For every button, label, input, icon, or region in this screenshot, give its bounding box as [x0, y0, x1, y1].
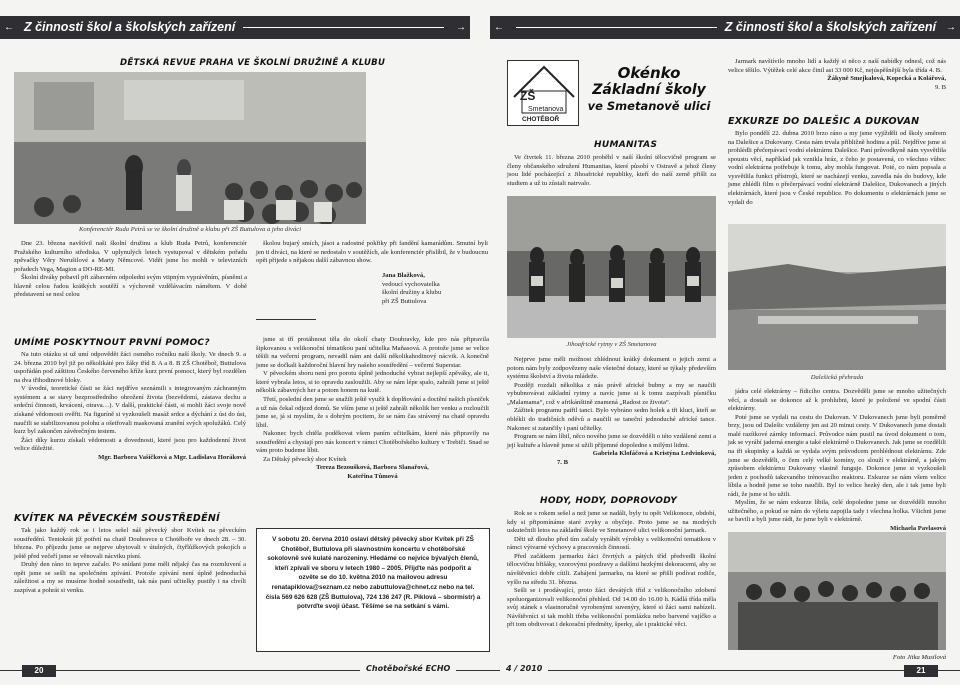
- page-number-left: 20: [22, 665, 56, 677]
- arrow-right-icon: →: [456, 22, 466, 33]
- students-photo-image: [728, 532, 946, 650]
- choir-anniversary-box: [256, 528, 490, 652]
- hody-column: [507, 510, 716, 630]
- revue-paragraph: školou bujarý smích, jásot a radostné pokřiky při fandění kamarádům. Smutní byli jen ti diváci, na které se nedostalo v soutěžích, ale konferenciér přislíbil, že v budoucnu opět přijede s nějakou další zábavnou show.: [256, 240, 488, 265]
- signature-line: vedoucí vychovatelka: [382, 280, 440, 288]
- dukovany-paragraph: Bylo pondělí 22. dubna 2010 brzo ráno a my jsme vyjížděli od školy směrem na Dalešice a Dukovany. Cesta nám trvala přibližně hodinu a půl. Nejdříve jsme si prohlédli přečerpávací vodní elektrárnu Dalešice. Paní průvodkyně nám vysvětlila spoustu věcí, například jak vznikla hráz, z čeho je postavená, co všechno vůbec vodní elektrárna potřebuje k tomu, aby mohla fungovat. Poté, co nám popsala a vysvětlila funkci přístrojů, které se nacházejí venku, zavedla nás do budovy, kde jsme zhlédli film o přečerpávací vodní elektrárně Dalešice, Dukovanech a jiných elektrárnách, které jsou v České republice. Po dokumentu o elektrárnách jsme se vydali do: [728, 130, 946, 206]
- humanitas-signature: [507, 450, 716, 467]
- section-divider: [256, 319, 316, 320]
- arrow-left-icon: ←: [4, 22, 14, 33]
- humanitas-intro: [507, 154, 716, 188]
- hody-paragraph: Před začátkem jarmarku žáci čtvrtých a pátých tříd předvedli školní tělocvičnu břišáky, vzorovými pozdravy a dalšími hezkými dekoracemi, aby se návštěvníci dobře cítili. Zahájení jarmarku, na které se přišli podívat rodiče, vyšlo na středu 31. března.: [507, 552, 716, 586]
- choir-paragraph: jsme si tří protáhnout těla do okolí chaty Doubravky, kde pro nás připravila šipkovanou s velikonoční tématikou paní učitelka Maňasová. A protože jsme se velice těšili na večerní program, nevadil nám ani další několikahodinový nácvik. A konečně jsme se dočkali každoroční hlavní hry našeho soustředění – večerní Superstar.: [256, 336, 489, 369]
- header-divider: [243, 27, 444, 28]
- humanitas-paragraph: Program se nám líbil, něco nového jsme se dozvěděli o této vzdálené zemi a její kultuře a hlavně jsme si užili příjemné dopoledne s milými lidmi.: [507, 433, 716, 449]
- dam-photo-image: [728, 224, 946, 370]
- choir-paragraph: V pěveckém sboru není pro porotu úplně jednoduché vybrat nejlepší zpěváky, ale ti, které vybrala letos, si to opravdu zasloužili. Aby se nám lépe spalo, zahráli jsme si ještě několik zábavných her a potom honem na kutě.: [256, 370, 489, 395]
- header-bar-right: [490, 16, 960, 39]
- choir-title: KVÍTEK NA PĚVECKÉM SOUSTŘEDĚNÍ: [14, 513, 220, 524]
- first-aid-paragraph: Žáci díky kurzu získali vědomosti a dovednosti, které jsou pro každodenní život velice důležité.: [14, 436, 246, 453]
- footer-rule: [0, 670, 960, 671]
- revue-title: DĚTSKÁ REVUE PRAHA VE ŠKOLNÍ DRUŽINĚ A KLUBU: [120, 58, 386, 68]
- dukovany-column-2: [728, 388, 946, 534]
- page-number-right: 21: [904, 665, 938, 677]
- hody-paragraph: Sešli se i prodávající, proto žáci devátých tříd z velikonočního zdobení spoluorganizovali velikonoční přehled. Od 14.00 do 16.00 h. Kádlá třída měla svůj stánek s vlastnoručně vyrobenými suvenýry, které si žáci sami nabízeli. Návštěvníci si tak mohli třeba velikonoční pomlázku nebo barvené vajíčko a při tom obdivovat i dekorační předměty, šperky, ale i praktické věci.: [507, 587, 716, 629]
- signature-line: Kateřina Tůmová: [347, 473, 398, 480]
- revue-photo-caption: Konferenciér Ruda Petrů se ve školní družině a klubu při ZŠ Buttulova a jeho diváci: [78, 226, 302, 233]
- choir-paragraph: Třetí, poslední den jsme se snažili ještě využít k doplňování a doctění našich písniček a už nás čekal odjezd domů. Se vším jsme si ještě zahráli několik her venku a rozloučili jsme se, já si myslím, že s dobrým pocitem, že se nám čas strávený na chatě opravdu líbil.: [256, 395, 489, 429]
- dukovany-paragraph: Poté jsme se vydali na cestu do Dukovan. V Dukovanech jsme byli poměrně brzy, jsou od Dalešic vzdáleny jen asi 20 minut cesty. V Dukovanech jsme dostali malé razítkové zárnky informací. Průvodce nám pustil na úvod dokument o tom, jak se vyrábí jaderná energie a také elektrárně o Dukovanech. Jak jsme se rozdělili na tři skupinky a každá se vydala svým průvodcem prohlédnout elektrárnu. Zde jsme se dozvěděli, o čem celý velké komíny, co slouží v elektrárně, a jakým způsobem elektrárnu Dukovany vlastně funguje. Dokonce jsme si vyzkoušeli jeden z pochodů takzvaného trénovacího reaktoru. Exkurze se nám všem velice líbila a hodně jsme se toho naučili. Byl to velice hezký den, ale i tak jsme byli rádi, že jsme si ho užili.: [728, 413, 946, 498]
- school-heading: [582, 64, 716, 114]
- header-bar-left: [0, 16, 470, 39]
- revue-paragraph: Školní diváky pobavil při zábavném odpoledni svým vtipným vyprávěním, písněmi a hlavně celou řadou krátkých soutěží s výchovně vzdělávacím námětem. V době představení se nesl celou: [14, 274, 247, 299]
- arrow-right-icon: →: [946, 22, 956, 33]
- signature-line: Tereza Bezoušková, Barbora Slanařová,: [316, 464, 429, 472]
- dukovany-signature: Michaela Pavlasová: [890, 525, 946, 532]
- revue-photo: [14, 72, 366, 224]
- jarmark-signature: Žákyně Smejkalová, Kopecká a Kolářová,: [827, 75, 946, 83]
- revue-signature: [382, 272, 490, 306]
- issue-number: 4 / 2010: [500, 664, 548, 674]
- humanitas-column: [507, 356, 716, 467]
- jarmark-paragraph: Jarmark navštívilo mnoho lidí a každý si něco z naší nabídky odnesl, což nás velice těšilo. Výtěžek celé akce činil asi 33 000 Kč, nejúspěšnější byla třída 4. B.: [728, 58, 946, 74]
- dukovany-paragraph: Myslím, že se nám exkurze líbila, celé dopoledne jsme se dozvěděli mnoho užitečného, a pokud se nám do výletu zapojila tady i všechna holka. Všichni jsme se bavili a byli jsme rádi, že jsme byli v elektrárně.: [728, 499, 946, 524]
- arrow-left-icon: ←: [494, 22, 504, 33]
- choir-column-1: [14, 527, 246, 596]
- first-aid-paragraph: Na tuto otázku si už umí odpovědět žáci osmého ročníku naší školy. Ve dnech 9. a 24. března 2010 byl již po několikáté pro žáky tříd 8. A a 8. B ZŠ Chotěboř, Buttulova uspořádán pod záštitou Českého červeného kříže kurz první pomoci, který byl rozdělen na dva třihodinové bloky.: [14, 351, 246, 384]
- humanitas-paragraph: Ve čtvrtek 11. března 2010 proběhl v naší školní tělocvičně program se členy občanského sdružení Humanitas, které působí v Ostravě a jehož členy jsou lidé pocházející z Jihoafrické republiky, kteří do naší země přišli za studiem a už tu zůstali natrvalo.: [507, 154, 716, 187]
- choir-paragraph: Druhý den ráno to teprve začalo. Po snídani jsme měli nějaký čas na rozmluvení a opět jsme se sešli na společném zpívání. Protože zpívání není úplně jednoduchá záležitost a my se musíme hodně soustředit, tak nás paní učitelky pustily i na chvíli zazpívat a pohrát si venku.: [14, 561, 246, 594]
- first-aid-signature: Mgr. Barbora Vašíčková a Mgr. Ladislava Horáková: [98, 453, 246, 461]
- choir-column-2: [256, 336, 489, 482]
- school-line-2: Základní školy: [592, 82, 706, 98]
- first-aid-title: UMÍME POSKYTNOUT PRVNÍ POMOC?: [14, 338, 210, 348]
- header-left-title: Z činnosti škol a školských zařízení: [24, 20, 236, 35]
- signature-line: Gabriela Klofáčová a Kristýna Ledvinková,: [592, 450, 716, 458]
- choir-paragraph: Nakonec bych chtěla poděkovat všem paním učitelkám, které nás připravily na soustředění a chystají pro nás koncert v rámci Chotěbořského kultury v Trebiči. Snad se vám proto budeme líbit.: [256, 430, 489, 455]
- humanitas-title: HUMANITAS: [594, 140, 658, 150]
- humanitas-paragraph: Nejprve jsme měli možnost zhlédnout krátký dokument o jejich zemi a potom nám byly zodpovězeny naše všetečné dotazy, které se týkaly především systému školství a života mládeže.: [507, 356, 716, 381]
- dalesice-photo: [728, 224, 946, 370]
- logo-street: Smetanova: [528, 106, 564, 113]
- revue-column-2: [256, 240, 488, 266]
- signature-line: školní družiny a klubu: [382, 289, 442, 297]
- humanitas-photo-caption: Jihoafrické rytmy v ZŠ Smetanova: [566, 341, 657, 348]
- school-line-3: ve Smetanově ulici: [587, 98, 711, 113]
- dukovany-photo: [728, 532, 946, 650]
- dalesice-photo-caption: Dalešická přehrada: [810, 374, 864, 381]
- dukovany-paragraph: jádra celé elektrárny – řídicího centra. Dozvěděli jsme se mnoho užitečných věcí, a dostali se dokonce až k prohlubni, které je položené ve spodní části elektrárny.: [728, 388, 946, 413]
- dukovany-column: [728, 130, 946, 207]
- first-aid-column: [14, 351, 246, 462]
- hody-paragraph: Děti už dlouho před tím začaly vyrábět výrobky s velikonoční tematikou v rámci výtvarné výchovy a pracovních činností.: [507, 535, 716, 552]
- school-line-1: Okénko: [617, 64, 681, 82]
- box-text: V sobotu 20. června 2010 oslaví dětský pěvecký sbor Kvítek při ZŠ Chotěboř, Buttulova při slavnostním koncertu v chotěbořské sokolovně své kulaté narozeniny. Hledáme co nejvíce bývalých členů, kteří zpívali ve sboru v letech 1980 – 2005. Přijďte nás podpořit a ozvěte se do 10. května 2010 na mailovou adresu renatapiklova@seznam.cz nebo zabuttulova@chnet.cz nebo na tel. čísla 569 626 628 (ZŠ Buttulova), 724 136 247 (R. Piklová – sbormistr) a potvrďte svoji účast. Těšíme se na setkání s vámi.: [265, 536, 481, 611]
- humanitas-photo: [507, 196, 716, 338]
- humanitas-paragraph: Později rozdali několika z nás právě africké bubny a my se naučili vybubnovávat základní rytmy a navíc jsme si k tomu zazpívali písničku „Malamama“, což v afrikánštině znamená „Radost ze života“.: [507, 381, 716, 406]
- signature-line: 7. B: [557, 458, 568, 466]
- signature-line: při ZŠ Buttulova: [382, 297, 427, 305]
- header-right-title: Z činnosti škol a školských zařízení: [724, 20, 936, 35]
- choir-signature: [256, 464, 489, 481]
- humanitas-paragraph: Zážitek programu patřil tanci. Bylo vybráno sedm holek a tři kluci, kteří se oblékli do tradičních oděvů a naučili se taneční jednoduché africké tance. Nakonec si zatančily i paní učitelky.: [507, 407, 716, 432]
- magazine-name: Chotěbořské ECHO: [360, 664, 456, 674]
- header-divider: [516, 27, 717, 28]
- school-logo: [507, 60, 579, 126]
- revue-column-1: [14, 240, 247, 300]
- jarmark-class: 9. B: [935, 83, 946, 91]
- choir-signature-intro: Za Dětský pěvecký sbor Kvítek: [263, 455, 347, 463]
- first-aid-paragraph: V úvodní, teoretické části se žáci nejdříve seznámili s integrovaným záchranným systémem a se stavy bezprostředního ohrožení života (bezvědomí, zástava dechu a srdeční činnosti, krvácení, otrava…). V další, praktické části, si mohli žáci svoje nově získané vědomosti ověřit. Na figuríně si vyzkoušeli masáž srdce a dýchání z úst do úst, naučili se stabilizovanou polohu a ošetřovali maskovaná zranění svých spolužáků. Celý kurz byl zakončen závěrečným testem.: [14, 385, 246, 436]
- signature-name: Jana Blažková,: [382, 272, 425, 279]
- photo-credit: Foto Jitka Musilová: [892, 654, 946, 661]
- classroom-photo-image: [14, 72, 366, 224]
- hody-paragraph: Rok se s rokem sešel a než jsme se nadáli, byly tu opět Velikonoce, období, kdy si připomínáme staré zvyky a obyčeje. Proto jsme se na modrých uskutečnili letos na základní škole ve Smetanově ulici velikonoční jarmark.: [507, 510, 716, 535]
- logo-town: CHOTĚBOŘ: [522, 116, 560, 123]
- revue-paragraph: Dne 23. března navštívil naši školní družinu a klub Ruda Petrů, konferenciér Pražského kulturního střediska. V uplynulých letech vystupoval v dětském pořadu zpěvačky Věry Nerušilové a Marty Němcové. Vidět jsme ho mohli v televizních pořadech Vega, Magion a DO-RE-MI.: [14, 240, 247, 273]
- dukovany-title: EXKURZE DO DALEŠIC A DUKOVAN: [728, 116, 920, 127]
- hody-title: HODY, HODY, DOPROVODY: [540, 496, 678, 506]
- choir-paragraph: Tak jako každý rok se i letos sešel náš pěvecký sbor Kvítek na pěveckém soustředění. Tentokrát již potřetí na chatě Doubravce u Chotěboře ve dnech 28. – 30. března. Po příjezdu jsme se nejprve ubytovali v útulných, čtyřlůžkových pokojích a ještě před večeří jsme se věnovali nácviku písní.: [14, 527, 246, 560]
- dancers-photo-image: [507, 196, 716, 338]
- logo-letters: ZŠ: [520, 89, 536, 103]
- jarmark-column: [728, 58, 946, 92]
